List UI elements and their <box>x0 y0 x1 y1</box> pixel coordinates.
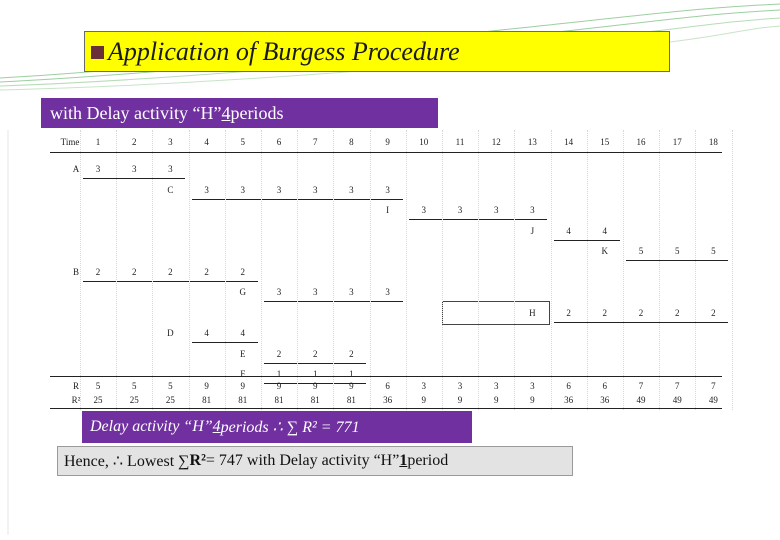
activity-value-cell: 2 <box>602 307 608 318</box>
time-header-cell: 16 <box>636 137 646 147</box>
time-header-label: Time <box>60 137 80 147</box>
activity-value-cell: 4 <box>566 225 571 236</box>
activity-label-d: D <box>167 328 174 338</box>
r2-value-cell: 81 <box>238 395 248 405</box>
r2-value-cell: 9 <box>493 395 499 405</box>
delay-box-h <box>442 301 550 325</box>
r2-value-cell: 9 <box>530 395 535 405</box>
r2-value-cell: 49 <box>708 395 718 405</box>
activity-bar-line <box>50 152 722 153</box>
activity-label-j: J <box>530 225 535 236</box>
activity-value-cell: 5 <box>674 246 680 256</box>
r-value-cell: 5 <box>131 381 137 391</box>
column-separator <box>623 130 624 410</box>
column-separator <box>297 130 298 410</box>
activity-label-c: C <box>167 184 174 195</box>
r-value-cell: 5 <box>168 381 173 391</box>
delay-result-number: 4 <box>212 418 221 435</box>
activity-value-cell: 2 <box>276 348 282 359</box>
activity-value-cell: 3 <box>349 184 354 195</box>
activity-value-cell: 2 <box>312 348 318 359</box>
column-separator <box>189 130 190 410</box>
time-header-cell: 18 <box>708 137 718 147</box>
column-separator <box>659 130 660 410</box>
page-title: Application of Burgess Procedure <box>108 36 460 66</box>
r2-value-cell: 49 <box>636 395 646 405</box>
r-value-cell: 9 <box>349 381 354 391</box>
time-header-cell: 4 <box>204 137 209 147</box>
activity-value-cell: 3 <box>312 287 318 297</box>
column-separator <box>225 130 226 410</box>
r2-value-cell: 25 <box>129 395 139 405</box>
r-value-cell: 7 <box>638 381 644 391</box>
activity-value-cell: 3 <box>457 205 463 215</box>
column-separator <box>80 130 81 410</box>
title-banner <box>84 31 670 72</box>
time-header-cell: 17 <box>672 137 682 147</box>
conclusion-mid: = 747 with Delay activity “H” <box>205 452 400 469</box>
r-value-cell: 6 <box>385 381 390 391</box>
activity-value-cell: 3 <box>312 184 318 195</box>
activity-value-cell: 3 <box>168 164 173 174</box>
delay-result-banner <box>82 411 472 443</box>
time-header-cell: 2 <box>131 137 137 147</box>
activity-value-cell: 2 <box>204 266 209 277</box>
activity-value-cell: 3 <box>204 184 209 195</box>
column-separator <box>478 130 479 410</box>
time-header-cell: 6 <box>276 137 282 147</box>
time-header-cell: 14 <box>564 137 574 147</box>
column-separator <box>587 130 588 410</box>
r2-value-cell: 36 <box>600 395 610 405</box>
activity-bar-line <box>83 281 258 282</box>
activity-value-cell: 5 <box>638 246 644 256</box>
activity-bar-line <box>50 408 722 409</box>
activity-bar-line <box>83 178 185 179</box>
activity-value-cell: 2 <box>674 307 680 318</box>
r2-value-cell: 81 <box>202 395 212 405</box>
activity-value-cell: 2 <box>711 307 716 318</box>
activity-value-cell: 3 <box>95 164 101 174</box>
time-header-cell: 11 <box>455 137 465 147</box>
conclusion-prefix: Hence, ∴ Lowest ∑ <box>64 453 190 470</box>
time-header-cell: 12 <box>491 137 501 147</box>
column-separator <box>695 130 696 410</box>
activity-label-h: H <box>529 307 536 318</box>
column-separator <box>152 130 153 410</box>
time-header-cell: 8 <box>349 137 354 147</box>
activity-label-b: B <box>72 266 79 277</box>
column-separator <box>333 130 334 410</box>
subtitle-banner <box>41 98 438 128</box>
activity-value-cell: 2 <box>168 266 173 277</box>
r2-value-cell: 49 <box>672 395 682 405</box>
r-value-cell: 6 <box>566 381 571 391</box>
activity-value-cell: 2 <box>349 348 354 359</box>
activity-value-cell: 2 <box>566 307 571 318</box>
column-separator <box>551 130 552 410</box>
r2-value-cell: 81 <box>310 395 320 405</box>
conclusion-r2: R² <box>189 452 206 469</box>
activity-value-cell: 2 <box>131 266 137 277</box>
activity-value-cell: 3 <box>421 205 427 215</box>
activity-value-cell: 1 <box>349 369 354 379</box>
activity-value-cell: 3 <box>240 184 246 195</box>
r-value-cell: 7 <box>711 381 716 391</box>
r2-value-cell: 25 <box>93 395 103 405</box>
activity-bar-line <box>626 260 728 261</box>
subtitle-prefix: with Delay activity “H” <box>50 102 222 123</box>
column-separator <box>442 130 443 410</box>
activity-value-cell: 2 <box>95 266 101 277</box>
r-value-cell: 3 <box>530 381 535 391</box>
r-value-cell: 9 <box>240 381 246 391</box>
time-header-cell: 1 <box>95 137 101 147</box>
r2-value-cell: 9 <box>421 395 427 405</box>
conclusion-number: 1 <box>399 452 408 469</box>
time-header-cell: 7 <box>312 137 318 147</box>
r-value-cell: 5 <box>95 381 101 391</box>
r2-value-cell: 25 <box>165 395 175 405</box>
column-separator <box>370 130 371 410</box>
delay-result-prefix: Delay activity “H” <box>90 418 213 435</box>
activity-value-cell: 3 <box>493 205 499 215</box>
time-header-cell: 9 <box>385 137 390 147</box>
r2-row-label: R² <box>71 395 81 405</box>
r2-value-cell: 81 <box>274 395 284 405</box>
activity-label-i: I <box>386 205 390 215</box>
r-value-cell: 3 <box>457 381 463 391</box>
activity-label-g: G <box>239 287 247 297</box>
subtitle-suffix: periods <box>230 102 284 123</box>
activity-value-cell: 2 <box>638 307 644 318</box>
subtitle-delay-number: 4 <box>221 102 231 123</box>
square-bullet-icon <box>91 46 104 59</box>
column-separator <box>261 130 262 410</box>
activity-value-cell: 4 <box>204 328 209 338</box>
activity-value-cell: 1 <box>276 369 282 379</box>
r-value-cell: 9 <box>276 381 282 391</box>
r-value-cell: 9 <box>204 381 209 391</box>
time-header-cell: 5 <box>240 137 246 147</box>
time-header-cell: 13 <box>527 137 537 147</box>
activity-value-cell: 3 <box>276 184 282 195</box>
activity-label-e: E <box>240 348 246 359</box>
activity-value-cell: 2 <box>240 266 246 277</box>
activity-bar-line <box>554 322 729 323</box>
activity-value-cell: 3 <box>131 164 137 174</box>
r2-value-cell: 9 <box>457 395 463 405</box>
activity-value-cell: 3 <box>530 205 535 215</box>
activity-bar-line <box>50 376 722 377</box>
activity-value-cell: 3 <box>385 184 390 195</box>
activity-label-k: K <box>601 246 609 256</box>
r2-value-cell: 36 <box>564 395 574 405</box>
conclusion-suffix: period <box>407 452 449 469</box>
column-separator <box>116 130 117 410</box>
activity-value-cell: 4 <box>602 225 608 236</box>
activity-value-cell: 3 <box>276 287 282 297</box>
conclusion-box <box>57 446 573 476</box>
r-value-cell: 3 <box>493 381 499 391</box>
column-separator <box>406 130 407 410</box>
activity-value-cell: 3 <box>385 287 390 297</box>
column-separator <box>514 130 515 410</box>
activity-value-cell: 4 <box>240 328 246 338</box>
activity-label-f: F <box>240 369 246 379</box>
delay-result-suffix: periods ∴ ∑ R² = 771 <box>220 419 360 436</box>
resource-schedule-table <box>0 130 780 410</box>
activity-value-cell: 5 <box>711 246 716 256</box>
time-header-cell: 3 <box>168 137 173 147</box>
time-header-cell: 15 <box>600 137 610 147</box>
r-value-cell: 3 <box>421 381 427 391</box>
r-value-cell: 7 <box>674 381 680 391</box>
r-row-label: R <box>72 381 79 391</box>
activity-value-cell: 3 <box>349 287 354 297</box>
activity-label-a: A <box>72 164 80 174</box>
r-value-cell: 6 <box>602 381 608 391</box>
activity-bar-line <box>264 363 366 364</box>
r-value-cell: 9 <box>312 381 318 391</box>
column-separator <box>732 130 733 410</box>
time-header-cell: 10 <box>419 137 429 147</box>
r2-value-cell: 36 <box>383 395 393 405</box>
r2-value-cell: 81 <box>346 395 356 405</box>
activity-value-cell: 1 <box>312 369 318 379</box>
